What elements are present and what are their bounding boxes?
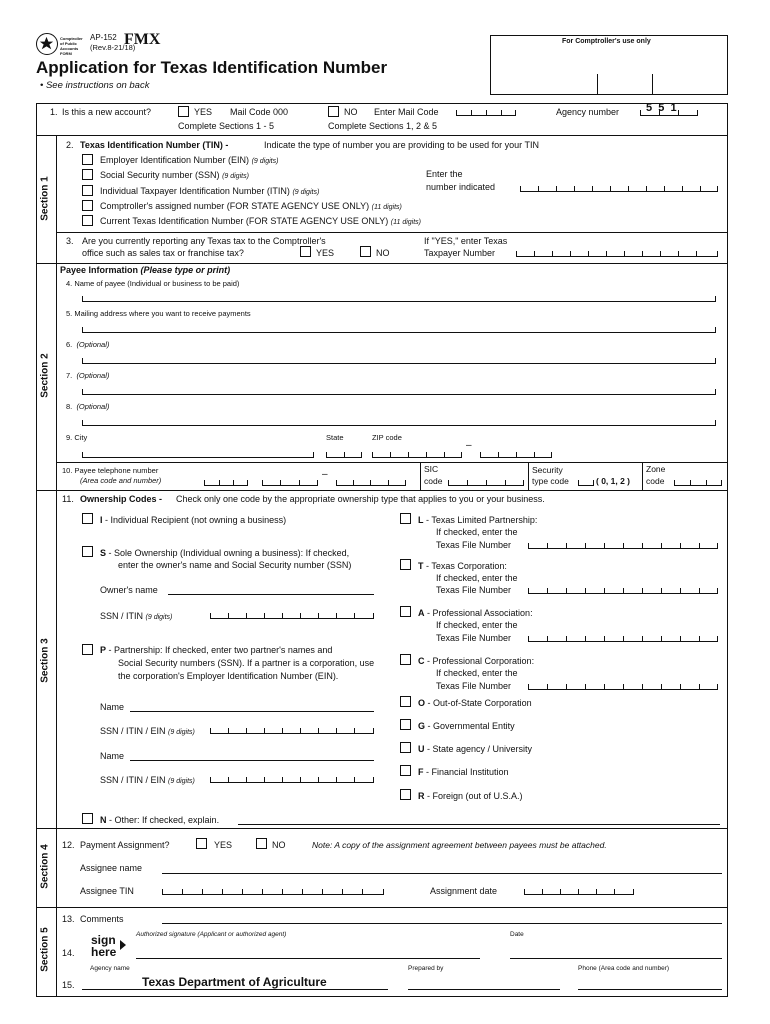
- code-a-checkbox[interactable]: [400, 606, 411, 617]
- owners-name-label: Owner's name: [100, 585, 158, 595]
- q1-complete-1-2-5: Complete Sections 1, 2 & 5: [328, 121, 438, 131]
- q3-no-checkbox[interactable]: [360, 246, 371, 257]
- ssn-label: Social Security number (SSN) (9 digits): [100, 170, 249, 180]
- code-l-file-number-field[interactable]: [528, 544, 718, 549]
- q3-no-label: NO: [376, 248, 390, 258]
- q13-number: 13.: [62, 914, 75, 924]
- use-box-tick-2: [652, 74, 653, 95]
- code-u-checkbox[interactable]: [400, 742, 411, 753]
- signature-date-field[interactable]: [510, 958, 722, 959]
- comptroller-seal: [36, 33, 58, 55]
- section-4-top: [36, 828, 728, 829]
- tin-number-field[interactable]: [520, 187, 718, 192]
- q10-note: (Area code and number): [80, 476, 162, 485]
- code-l-label: L - Texas Limited Partnership:: [418, 515, 538, 525]
- q3-if-yes-line1: If "YES," enter Texas: [424, 236, 508, 246]
- form-revision: (Rev.8-21/18): [90, 43, 136, 52]
- assignee-name-label: Assignee name: [80, 863, 143, 873]
- sign-here-arrow-icon: [120, 940, 126, 950]
- code-s-checkbox[interactable]: [82, 546, 93, 557]
- sic-code-field[interactable]: [448, 481, 524, 486]
- assignment-date-field[interactable]: [524, 890, 634, 895]
- phone-line-field[interactable]: [336, 481, 406, 486]
- optional-line-6[interactable]: [82, 359, 716, 364]
- fmx-logo: FMX: [124, 31, 161, 48]
- sic-divider: [420, 462, 421, 490]
- agency-number-label: Agency number: [556, 107, 620, 117]
- sign-label: sign: [91, 933, 116, 947]
- code-p-label-3: the corporation's Employer Identification Number (EIN).: [118, 671, 339, 681]
- code-c-checkbox[interactable]: [400, 654, 411, 665]
- code-u-label: U - State agency / University: [418, 744, 533, 754]
- section-2-label: Section 2: [39, 353, 51, 398]
- section-3-divider: [56, 490, 57, 828]
- q2-description: Indicate the type of number you are providing to be used for your TIN: [264, 140, 539, 150]
- section-1-label: Section 1: [39, 176, 51, 221]
- code-c-file-number-label: Texas File Number: [436, 681, 512, 691]
- q1-no-checkbox[interactable]: [328, 106, 339, 117]
- code-c-label: C - Professional Corporation:: [418, 656, 535, 666]
- code-i-label: I - Individual Recipient (not owning a business): [100, 515, 287, 525]
- mail-code-field[interactable]: [456, 111, 516, 116]
- q3-line2: office such as sales tax or franchise tax?: [82, 248, 244, 258]
- q10-label: 10. Payee telephone number: [62, 466, 159, 475]
- other-explain-field[interactable]: [238, 824, 720, 825]
- q3-yes-label: YES: [316, 248, 335, 258]
- prepared-by-label: Prepared by: [408, 965, 444, 972]
- ein-label: Employer Identification Number (EIN) (9 digits): [100, 155, 279, 165]
- section-5-label: Section 5: [39, 927, 51, 972]
- enter-the-label: Enter the: [426, 169, 463, 179]
- date-label: Date: [510, 931, 524, 938]
- q7-label: 7. (Optional): [66, 371, 110, 380]
- code-p-label: P - Partnership: If checked, enter two partner's names and: [100, 645, 333, 655]
- code-s-label-2: enter the owner's name and Social Security number (SSN): [118, 560, 352, 570]
- code-a-if-checked: If checked, enter the: [436, 620, 518, 630]
- q10-divider: [56, 462, 728, 463]
- partner2-name-label: Name: [100, 751, 125, 761]
- mailing-address-field[interactable]: [82, 328, 716, 333]
- code-p-label-2: Social Security numbers (SSN). If a partner is a corporation, use: [118, 658, 375, 668]
- owners-name-field[interactable]: [168, 594, 374, 595]
- code-f-label: F - Financial Institution: [418, 767, 509, 777]
- ssn-checkbox[interactable]: [82, 169, 93, 180]
- code-l-file-number-label: Texas File Number: [436, 540, 512, 550]
- code-a-file-number-field[interactable]: [528, 637, 718, 642]
- code-t-if-checked: If checked, enter the: [436, 573, 518, 583]
- code-r-checkbox[interactable]: [400, 789, 411, 800]
- current-tin-label: Current Texas Identification Number (FOR STATE AGENCY USE ONLY) (11 digits): [100, 216, 421, 226]
- q14-number: 14.: [62, 948, 75, 958]
- code-t-file-number-field[interactable]: [528, 589, 718, 594]
- prepared-by-field[interactable]: [408, 989, 560, 990]
- owner-ssn-field[interactable]: [210, 614, 374, 619]
- partner2-ssn-label: SSN / ITIN / EIN (9 digits): [100, 775, 195, 785]
- taxpayer-number-field[interactable]: [516, 252, 718, 257]
- q12-yes-label: YES: [214, 840, 233, 850]
- zip-field[interactable]: [372, 453, 462, 458]
- code-o-checkbox[interactable]: [400, 696, 411, 707]
- q1-mail-code-000: Mail Code 000: [230, 107, 289, 117]
- q1-yes-checkbox[interactable]: [178, 106, 189, 117]
- q2-title: Texas Identification Number (TIN) -: [80, 140, 229, 150]
- comptroller-use-label: For Comptroller's use only: [562, 38, 651, 45]
- comments-label: Comments: [80, 914, 124, 924]
- city-field[interactable]: [82, 453, 314, 458]
- partner1-ssn-label: SSN / ITIN / EIN (9 digits): [100, 726, 195, 736]
- owner-ssn-label: SSN / ITIN (9 digits): [100, 611, 173, 621]
- code-t-label: T - Texas Corporation:: [418, 561, 507, 571]
- optional-line-7[interactable]: [82, 390, 716, 395]
- q12-no-label: NO: [272, 840, 286, 850]
- sic-label-1: SIC: [424, 464, 439, 474]
- agency-name-value: Texas Department of Agriculture: [142, 975, 327, 989]
- code-g-checkbox[interactable]: [400, 719, 411, 730]
- code-l-if-checked: If checked, enter the: [436, 527, 518, 537]
- security-code-field[interactable]: [578, 481, 594, 486]
- zip-ext-field[interactable]: [480, 453, 552, 458]
- optional-line-8[interactable]: [82, 421, 716, 426]
- q9-city-label: 9. City: [66, 433, 88, 442]
- page-title: Application for Texas Identification Number: [36, 58, 388, 77]
- section-3-top: [36, 490, 728, 491]
- q1-divider: [36, 135, 728, 136]
- code-c-file-number-field[interactable]: [528, 685, 718, 690]
- assignment-date-label: Assignment date: [430, 886, 498, 896]
- q1-question: Is this a new account?: [62, 107, 152, 117]
- q1-complete-1-5: Complete Sections 1 - 5: [178, 121, 275, 131]
- zip-label: ZIP code: [372, 433, 402, 442]
- code-a-file-number-label: Texas File Number: [436, 633, 512, 643]
- section-5-top: [36, 907, 728, 908]
- phone-area-field[interactable]: [204, 481, 248, 486]
- q1-no-label: NO: [344, 107, 358, 117]
- zip-dash: –: [466, 440, 472, 451]
- partner1-ssn-field[interactable]: [210, 729, 374, 734]
- agency-number-value: 5 5 1: [646, 102, 677, 114]
- section-1-divider: [56, 135, 57, 264]
- code-s-label: S - Sole Ownership (Individual owning a business): If checked,: [100, 548, 350, 558]
- section-5-divider: [56, 907, 57, 997]
- code-f-checkbox[interactable]: [400, 765, 411, 776]
- code-t-file-number-label: Texas File Number: [436, 585, 512, 595]
- q3-yes-checkbox[interactable]: [300, 246, 311, 257]
- comments-field[interactable]: [162, 923, 722, 924]
- number-indicated-label: number indicated: [426, 182, 496, 192]
- zone-label-1: Zone: [646, 464, 666, 474]
- partner2-name-field[interactable]: [130, 760, 374, 761]
- partner2-ssn-field[interactable]: [210, 778, 374, 783]
- phone-field[interactable]: [578, 989, 722, 990]
- signature-field[interactable]: [136, 958, 480, 959]
- q12-label: Payment Assignment?: [80, 840, 170, 850]
- q1-number: 1.: [50, 107, 58, 117]
- security-label-1: Security: [532, 465, 563, 475]
- code-t-checkbox[interactable]: [400, 559, 411, 570]
- itin-checkbox[interactable]: [82, 185, 93, 196]
- section-2-top: [36, 263, 728, 264]
- security-divider: [528, 462, 529, 490]
- state-label: State: [326, 433, 344, 442]
- payee-heading: Payee Information (Please type or print): [60, 265, 231, 275]
- code-o-label: O - Out-of-State Corporation: [418, 698, 532, 708]
- section-4-divider: [56, 828, 57, 907]
- zone-label-2: code: [646, 476, 665, 486]
- partner1-name-label: Name: [100, 702, 125, 712]
- q6-label: 6. (Optional): [66, 340, 110, 349]
- partner1-name-field[interactable]: [130, 711, 374, 712]
- q1-yes-label: YES: [194, 107, 213, 117]
- q15-number: 15.: [62, 980, 75, 990]
- q5-label: 5. Mailing address where you want to receive payments: [66, 309, 251, 318]
- assignee-name-field[interactable]: [162, 873, 722, 874]
- authorized-signature-label: Authorized signature (Applicant or authorized agent): [136, 931, 287, 938]
- q1-enter-mail-code: Enter Mail Code: [374, 107, 439, 117]
- code-l-checkbox[interactable]: [400, 513, 411, 524]
- q11-title: Ownership Codes -: [80, 494, 163, 504]
- code-p-checkbox[interactable]: [82, 644, 93, 655]
- q11-description: Check only one code by the appropriate ownership type that applies to you or your business.: [176, 494, 545, 504]
- assignee-tin-field[interactable]: [162, 890, 384, 895]
- q2-number: 2.: [66, 140, 74, 150]
- q8-label: 8. (Optional): [66, 402, 110, 411]
- security-values: ( 0, 1, 2 ): [596, 476, 631, 486]
- ein-checkbox[interactable]: [82, 154, 93, 165]
- here-label: here: [91, 945, 117, 959]
- seal-text: Comptroller of Public Accounts FORM: [60, 36, 83, 56]
- security-label-2: type code: [532, 476, 569, 486]
- zone-divider: [642, 462, 643, 490]
- phone-label: Phone (Area code and number): [578, 965, 670, 972]
- q4-label: 4. Name of payee (Individual or business to be paid): [66, 279, 240, 288]
- agency-name-label: Agency name: [90, 965, 130, 972]
- section-2-divider: [56, 263, 57, 490]
- q12-yes-checkbox[interactable]: [196, 838, 207, 849]
- section-3-label: Section 3: [39, 638, 51, 683]
- q11-number: 11.: [62, 494, 74, 504]
- form-number: AP-152: [90, 33, 117, 42]
- phone-dash: –: [322, 469, 328, 480]
- q12-note: Note: A copy of the assignment agreement between payees must be attached.: [312, 840, 607, 850]
- see-instructions: • See instructions on back: [40, 80, 150, 91]
- payee-name-field[interactable]: [82, 297, 716, 302]
- q12-number: 12.: [62, 840, 75, 850]
- code-r-label: R - Foreign (out of U.S.A.): [418, 791, 523, 801]
- itin-label: Individual Taxpayer Identification Number (ITIN) (9 digits): [100, 186, 320, 196]
- q12-no-checkbox[interactable]: [256, 838, 267, 849]
- code-n-label: N - Other: If checked, explain.: [100, 815, 220, 825]
- comptroller-assigned-checkbox[interactable]: [82, 200, 93, 211]
- q3-line1: Are you currently reporting any Texas tax to the Comptroller's: [82, 236, 326, 246]
- code-g-label: G - Governmental Entity: [418, 721, 515, 731]
- code-a-label: A - Professional Association:: [418, 608, 533, 618]
- use-box-tick-1: [597, 74, 598, 95]
- zone-code-field[interactable]: [674, 481, 722, 486]
- code-c-if-checked: If checked, enter the: [436, 668, 518, 678]
- q3-if-yes-line2: Taxpayer Number: [424, 248, 496, 258]
- q3-number: 3.: [66, 236, 74, 246]
- current-tin-checkbox[interactable]: [82, 215, 93, 226]
- code-i-checkbox[interactable]: [82, 513, 93, 524]
- state-field[interactable]: [326, 453, 362, 458]
- code-n-checkbox[interactable]: [82, 813, 93, 824]
- phone-prefix-field[interactable]: [262, 481, 318, 486]
- assignee-tin-label: Assignee TIN: [80, 886, 134, 896]
- q3-divider: [56, 232, 728, 233]
- sic-label-2: code: [424, 476, 443, 486]
- agency-name-field[interactable]: [82, 989, 388, 990]
- section-4-label: Section 4: [39, 844, 51, 889]
- comptroller-assigned-label: Comptroller's assigned number (FOR STATE AGENCY USE ONLY) (11 digits): [100, 201, 402, 211]
